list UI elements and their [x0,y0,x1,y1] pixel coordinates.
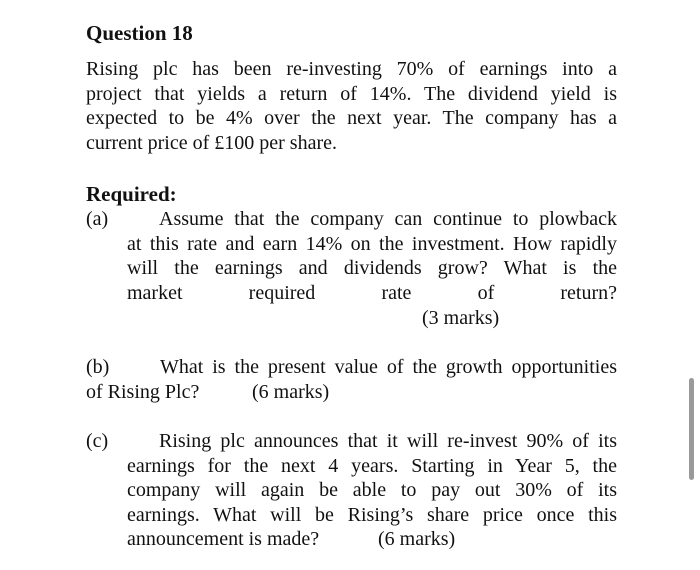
part-a-line: Assume that the company can continue to plowback [159,208,617,230]
part-b-marks: (6 marks) [252,381,330,403]
part-a-line: market required rate of return? [127,281,617,304]
part-a-marks: (3 marks) [422,307,500,329]
part-a-line: will the earnings and dividends grow? What is the [127,257,617,280]
part-a-text [127,207,617,305]
part-b-line2: of Rising Plc? [86,381,200,403]
question-title: Question 18 [86,21,193,45]
part-c-label: (c) [86,430,109,452]
intro-line: current price of £100 per share. [86,131,337,154]
part-c-marks: (6 marks) [378,528,456,550]
part-c-line: earnings. What will be Rising’s share price once this [127,503,617,526]
intro-line: project that yields a return of 14%. The dividend yield is [86,82,617,105]
part-c-line: company will again be able to pay out 30% of its [127,479,617,502]
part-b-line1: What is the present value of the growth opportunities [160,356,617,378]
part-c-line: earnings for the next 4 years. Starting in Year 5, the [127,454,617,477]
part-c-line: Rising plc announces that it will re-invest 90% of its [159,430,617,452]
part-c-line: announcement is made? [127,528,320,551]
part-b-label: (b) [86,356,110,378]
intro-line: Rising plc has been re-investing 70% of earnings into a [86,58,617,80]
intro-paragraph [86,57,617,155]
part-c-text [127,429,617,552]
part-a-label: (a) [86,208,109,230]
required-heading: Required: [86,182,177,206]
vertical-scrollbar[interactable] [689,378,694,480]
intro-line: expected to be 4% over the next year. The company has a [86,107,617,130]
part-a-line: at this rate and earn 14% on the investment. How rapidly [127,232,617,255]
